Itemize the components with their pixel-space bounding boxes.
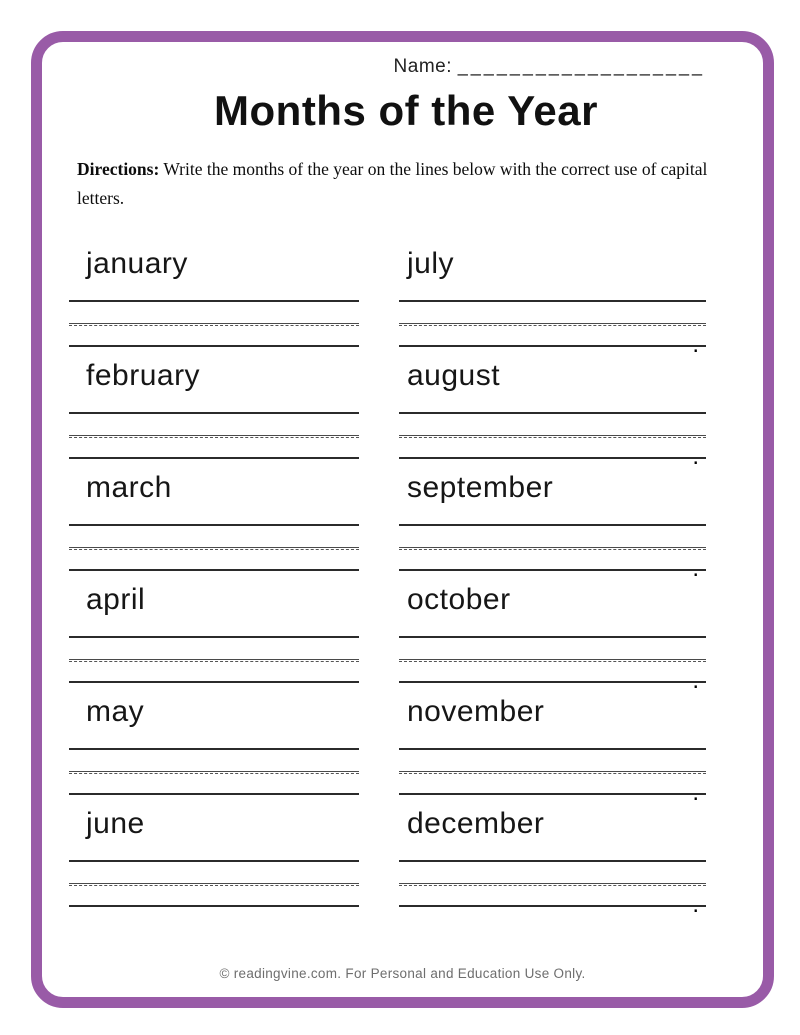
month-block-september <box>399 471 706 582</box>
month-block-june <box>69 807 359 907</box>
writing-line <box>69 681 359 683</box>
name-blank-line: ___________________ <box>457 56 705 76</box>
period-mark: . <box>692 443 699 470</box>
month-block-april <box>69 583 359 683</box>
writing-line-dashed <box>399 547 706 550</box>
month-name: february <box>86 359 201 392</box>
writing-line <box>399 667 706 694</box>
writing-line-dashed <box>399 771 706 774</box>
month-block-november <box>399 695 706 806</box>
month-name: january <box>86 247 188 280</box>
month-name: may <box>86 695 145 728</box>
name-row <box>69 56 743 78</box>
writing-line <box>399 300 706 302</box>
writing-line <box>399 891 706 918</box>
month-name: december <box>407 807 545 840</box>
writing-line <box>399 524 706 526</box>
writing-line-dashed <box>399 659 706 662</box>
months-column-right <box>399 247 706 919</box>
writing-line-dashed <box>69 547 359 550</box>
writing-line <box>399 331 706 358</box>
period-mark: . <box>692 667 699 694</box>
month-name: august <box>407 359 501 392</box>
month-name: march <box>86 471 172 504</box>
writing-line <box>399 636 706 638</box>
writing-line-dashed <box>69 435 359 438</box>
writing-line <box>69 636 359 638</box>
decorative-border <box>31 31 774 1008</box>
directions <box>77 155 725 213</box>
writing-line <box>69 457 359 459</box>
writing-line-dashed <box>69 771 359 774</box>
month-block-august <box>399 359 706 470</box>
month-block-march <box>69 471 359 571</box>
writing-line <box>399 443 706 470</box>
writing-line-dashed <box>399 883 706 886</box>
writing-line <box>399 860 706 862</box>
months-column-left <box>69 247 359 919</box>
writing-line <box>69 793 359 795</box>
directions-text: Write the months of the year on the lines below with the correct use of capital letters. <box>77 159 708 208</box>
name-label: Name: <box>393 56 452 77</box>
writing-line <box>399 748 706 750</box>
writing-line-dashed <box>399 323 706 326</box>
month-name: july <box>407 247 455 280</box>
period-mark: . <box>692 891 699 918</box>
writing-line <box>69 860 359 862</box>
months-grid <box>69 247 743 919</box>
writing-line <box>69 345 359 347</box>
writing-line <box>69 412 359 414</box>
month-name: april <box>86 583 146 616</box>
month-block-february <box>69 359 359 459</box>
month-name: september <box>407 471 554 504</box>
writing-line <box>69 569 359 571</box>
writing-line <box>69 524 359 526</box>
month-block-december <box>399 807 706 918</box>
footer-copyright: © readingvine.com. For Personal and Education Use Only. <box>219 966 586 981</box>
worksheet-content <box>42 42 763 997</box>
writing-line-dashed <box>69 323 359 326</box>
month-name: november <box>407 695 545 728</box>
month-block-october <box>399 583 706 694</box>
writing-line <box>399 555 706 582</box>
writing-line <box>399 412 706 414</box>
writing-line-dashed <box>69 659 359 662</box>
writing-line-dashed <box>69 883 359 886</box>
writing-line <box>399 779 706 806</box>
period-mark: . <box>692 555 699 582</box>
month-block-may <box>69 695 359 795</box>
writing-line <box>69 905 359 907</box>
directions-label: Directions: <box>77 159 160 179</box>
period-mark: . <box>692 779 699 806</box>
writing-line <box>69 748 359 750</box>
page-title: Months of the Year <box>214 87 598 134</box>
month-name: october <box>407 583 511 616</box>
month-block-january <box>69 247 359 347</box>
writing-line-dashed <box>399 435 706 438</box>
month-name: june <box>86 807 145 840</box>
month-block-july <box>399 247 706 358</box>
writing-line <box>69 300 359 302</box>
period-mark: . <box>692 331 699 358</box>
